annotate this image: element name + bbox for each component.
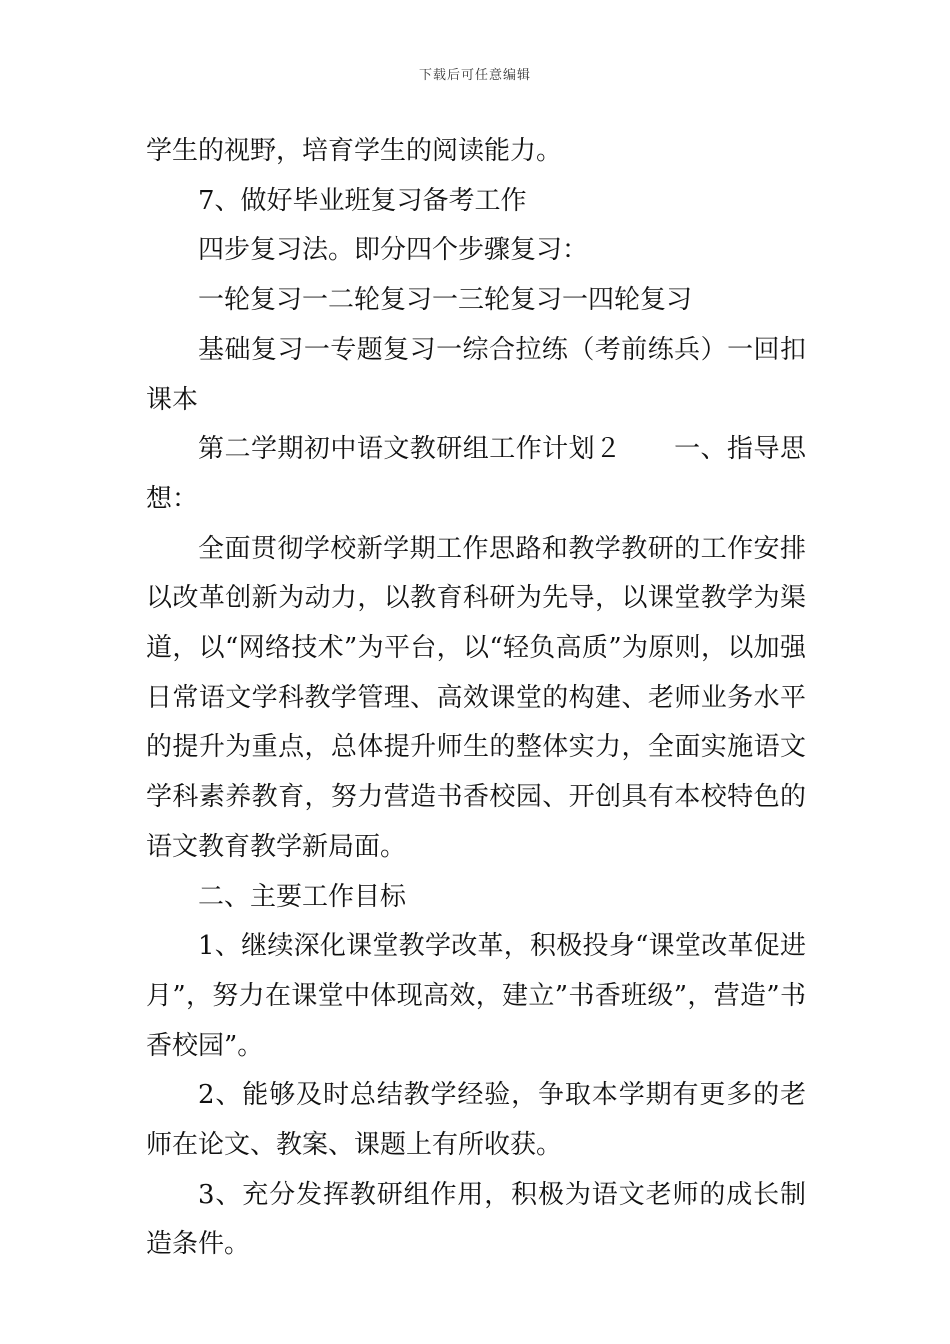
paragraph: 7、做好毕业班复习备考工作	[198, 185, 527, 216]
paragraph: 一轮复习一二轮复习一三轮复习一四轮复习	[198, 285, 693, 316]
paragraph: 2、能够及时总结教学经验，争取本学期有更多的老师在论文、教案、课题上有所收获。	[146, 1080, 806, 1161]
paragraph-section-title	[146, 425, 806, 524]
paragraph: 全面贯彻学校新学期工作思路和教学教研的工作安排以改革创新为动力，以教育科研为先导，以课堂教学为渠道，以“网络技术”为平台，以“轻负高质”为原则，以加强日常语文学科教学管理、高效课堂的构建、老师业务水平的提升为重点，总体提升师生的整体实力，全面实施语文学科素养教育，努力营造书香校园、开创具有本校特色的语文教育教学新局面。	[146, 533, 806, 862]
document-body	[146, 127, 806, 1270]
section-title-text: 第二学期初中语文教研组工作计划２	[198, 434, 622, 465]
page-header: 下载后可任意编辑	[418, 68, 531, 83]
section-heading: 一、指导思想：	[146, 434, 806, 514]
paragraph: 1、继续深化课堂教学改革，积极投身“课堂改革促进月”，努力在课堂中体现高效，建立”书香班级”，营造”书香校园”。	[146, 931, 806, 1061]
paragraph: 基础复习一专题复习一综合拉练（考前练兵）一回扣课本	[146, 334, 806, 415]
paragraph: 学生的视野，培育学生的阅读能力。	[146, 136, 563, 166]
paragraph-heading: 二、主要工作目标	[198, 881, 407, 912]
paragraph: 四步复习法。即分四个步骤复习：	[198, 235, 589, 266]
paragraph: 3、充分发挥教研组作用，积极为语文老师的成长制造条件。	[146, 1179, 806, 1260]
